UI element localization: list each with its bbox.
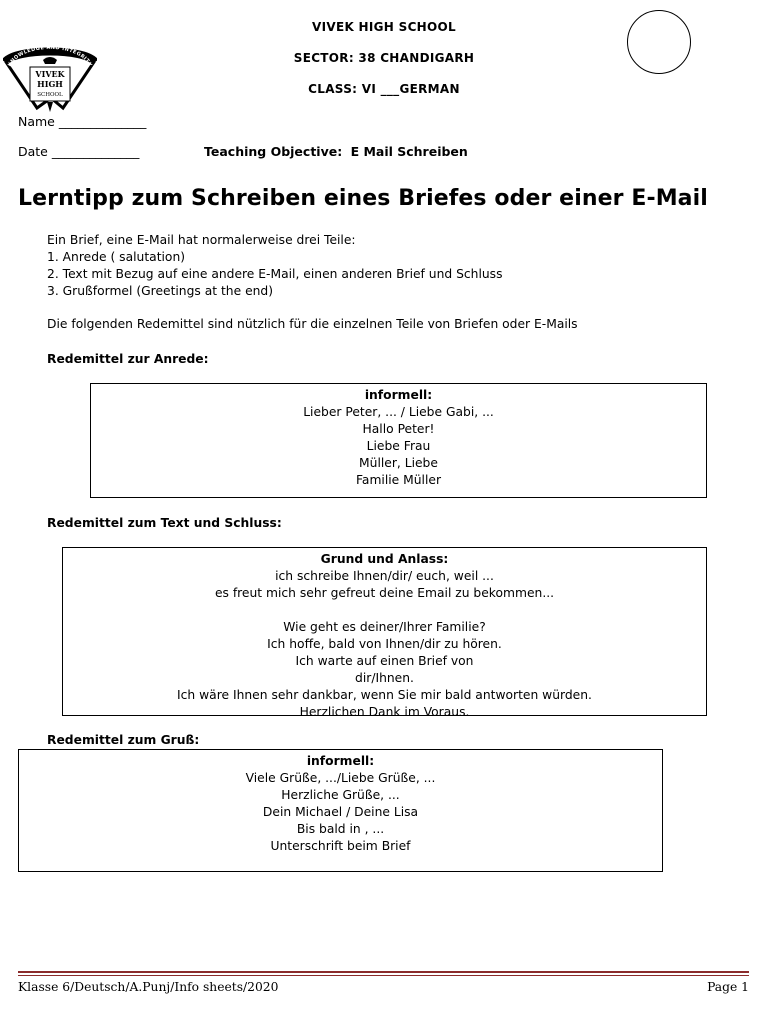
school-name: VIVEK HIGH SCHOOL — [312, 20, 456, 34]
box-line: Müller, Liebe — [359, 456, 438, 470]
box-line: Viele Grüße, .../Liebe Grüße, ... — [245, 771, 436, 785]
heading-text: Redemittel zum Text und Schluss: — [47, 516, 282, 530]
photo-circle — [627, 10, 691, 74]
intro-line: Ein Brief, eine E-Mail hat normalerweise drei Teile: — [47, 233, 356, 247]
box-title: informell: — [364, 388, 433, 402]
box-line: Dein Michael / Deine Lisa — [262, 805, 419, 819]
box-line: Ich warte auf einen Brief von — [295, 654, 474, 668]
box-line: Bis bald in , ... — [296, 822, 385, 836]
box-line: Lieber Peter, ... / Liebe Gabi, ... — [303, 405, 494, 419]
box-line: Ich wäre Ihnen sehr dankbar, wenn Sie mir bald antworten würden. — [177, 688, 592, 702]
box-gruss — [18, 749, 663, 872]
school-sector: SECTOR: 38 CHANDIGARH — [293, 51, 475, 65]
date-field: Date ______________ — [18, 144, 140, 159]
svg-text:KNOWLEDGE AND INTEGRITY: KNOWLEDGE AND INTEGRITY — [6, 44, 94, 68]
name-field: Name ______________ — [18, 114, 147, 129]
page-number: Page 1 — [707, 980, 749, 994]
box-line: dir/Ihnen. — [355, 671, 414, 685]
box-line: Unterschrift beim Brief — [270, 839, 411, 853]
objective-value: E Mail Schreiben — [350, 144, 468, 159]
box-line: Ich hoffe, bald von Ihnen/dir zu hören. — [267, 637, 502, 651]
footer-divider — [18, 971, 749, 973]
teaching-objective — [204, 144, 468, 159]
box-line: Hallo Peter! — [362, 422, 435, 436]
class-label: CLASS: VI ___GERMAN — [308, 82, 460, 96]
intro-note: Die folgenden Redemittel sind nützlich für die einzelnen Teile von Briefen oder E-Mails — [47, 317, 578, 331]
heading-anrede: Redemittel zur Anrede: — [47, 352, 209, 366]
svg-text:HIGH: HIGH — [37, 79, 63, 89]
objective-label: Teaching Objective: — [204, 144, 343, 159]
footer-left: Klasse 6/Deutsch/A.Punj/Info sheets/2020 — [18, 980, 279, 994]
intro-line: 2. Text mit Bezug auf eine andere E-Mail, einen anderen Brief und Schluss — [47, 267, 503, 281]
box-title: Grund und Anlass: — [320, 552, 449, 566]
box-line: Wie geht es deiner/Ihrer Familie? — [283, 620, 486, 634]
box-line: Familie Müller — [355, 473, 442, 487]
box-title: informell: — [306, 754, 375, 768]
box-text — [62, 547, 707, 716]
intro-line: 3. Grußformel (Greetings at the end) — [47, 284, 274, 298]
box-line: Herzlichen Dank im Voraus. — [299, 705, 470, 716]
box-spacer — [63, 602, 706, 619]
intro-line: 1. Anrede ( salutation) — [47, 250, 186, 264]
box-anrede — [90, 383, 707, 498]
svg-text:VIVEK: VIVEK — [35, 69, 65, 79]
school-logo-icon — [3, 40, 97, 114]
svg-text:SCHOOL: SCHOOL — [37, 92, 63, 98]
page-title: Lerntipp zum Schreiben eines Briefes oder einer E-Mail — [18, 186, 708, 211]
heading-gruss: Redemittel zum Gruß: — [47, 733, 200, 747]
school-logo — [3, 40, 97, 114]
box-line: ich schreibe Ihnen/dir/ euch, weil ... — [275, 569, 494, 583]
intro-block — [47, 232, 502, 300]
footer-divider-thin — [18, 975, 749, 976]
box-line: es freut mich sehr gefreut deine Email zu bekommen... — [214, 586, 555, 600]
box-line: Liebe Frau — [366, 439, 431, 453]
box-line: Herzliche Grüße, ... — [281, 788, 400, 802]
